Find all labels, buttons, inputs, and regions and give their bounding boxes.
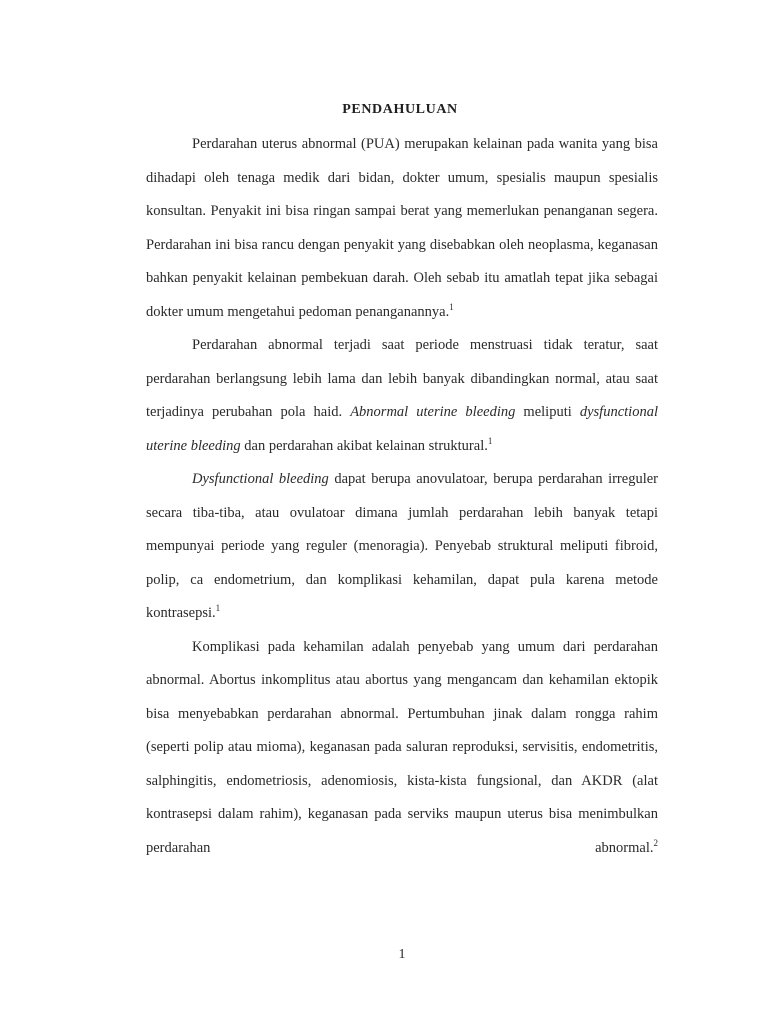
paragraph-3	[146, 463, 658, 631]
paragraph-text: Perdarahan abnormal terjadi saat periode menstruasi tidak teratur, saat perdarahan berlangsung lebih lama dan lebih banyak dibandingkan normal, atau saat terjadinya perubahan pola haid.	[146, 337, 658, 420]
italic-term: Dysfunctional bleeding	[192, 471, 329, 487]
paragraph-text: Komplikasi pada kehamilan adalah penyebab yang umum dari perdarahan abnormal. Abortus inkomplitus atau abortus yang mengancam dan kehamilan ektopik bisa menyebabkan perdarahan abnormal. Pertumbuhan jinak dalam rongga rahim (seperti polip atau mioma), keganasan pada saluran reproduksi, servisitis, endometritis, salphingitis, endometriosis, adenomiosis, kista-kista fungsional, dan AKDR (alat kontrasepsi dalam rahim), keganasan pada serviks maupun uterus bisa menimbulkan perdarahan abnormal.	[146, 638, 658, 856]
document-title: PENDAHULUAN	[342, 102, 458, 117]
paragraph-2	[146, 329, 658, 463]
document-body	[146, 128, 658, 865]
paragraph-text: dan perdarahan akibat kelainan struktural.	[240, 437, 488, 454]
footnote-reference: 1	[449, 301, 454, 312]
page-number: 1	[398, 947, 406, 962]
paragraph-4	[146, 631, 658, 866]
paragraph-text: dapat berupa anovulatoar, berupa perdarahan irreguler secara tiba-tiba, atau ovulatoar dimana jumlah perdarahan lebih banyak tetapi mempunyai periode yang reguler (menoragia). Penyebab struktural meliputi fibroid, polip, ca endometrium, dan komplikasi kehamilan, dapat pula karena metode kontrasepsi.	[146, 471, 658, 621]
italic-term: Abnormal uterine bleeding	[350, 404, 516, 420]
paragraph-text: Perdarahan uterus abnormal (PUA) merupakan kelainan pada wanita yang bisa dihadapi oleh tenaga medik dari bidan, dokter umum, spesialis maupun spesialis konsultan. Penyakit ini bisa ringan sampai berat yang memerlukan penanganan segera. Perdarahan ini bisa rancu dengan penyakit yang disebabkan oleh neoplasma, keganasan bahkan penyakit kelainan pembekuan darah. Oleh sebab itu amatlah tepat jika sebagai dokter umum mengetahui pedoman penanganannya.	[146, 136, 658, 320]
footnote-reference: 1	[487, 435, 493, 446]
footnote-reference: 1	[215, 603, 221, 613]
footnote-reference: 2	[653, 837, 658, 848]
paragraph-text: meliputi	[515, 404, 580, 420]
italic-term: dysfunctional uterine bleeding	[146, 404, 658, 454]
paragraph-1	[146, 128, 658, 329]
